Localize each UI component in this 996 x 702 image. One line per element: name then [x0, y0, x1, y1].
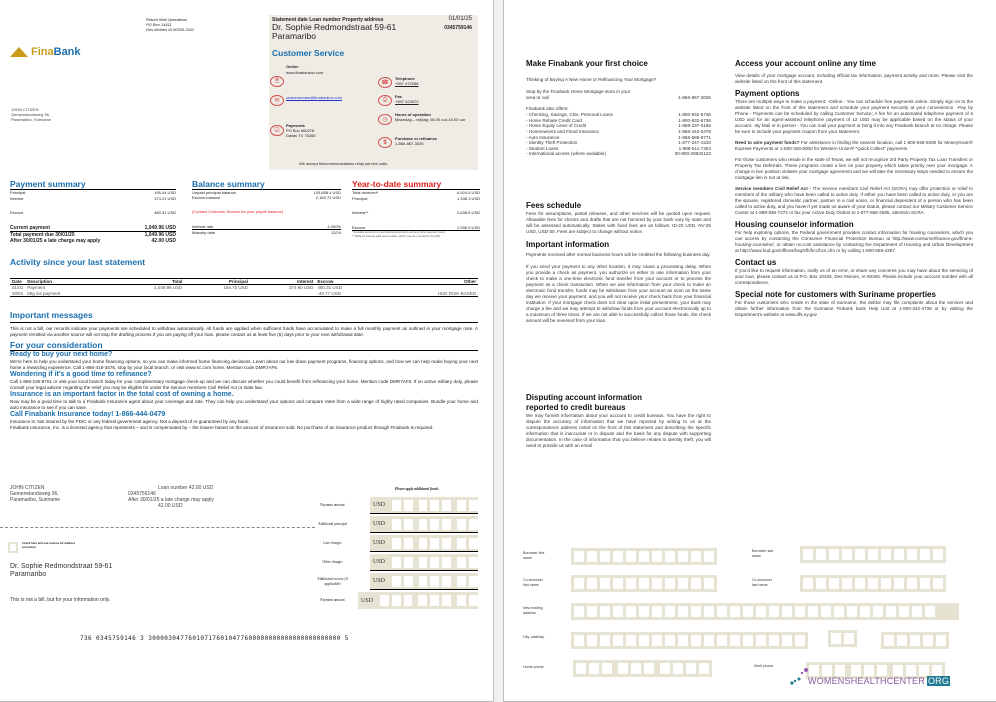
- recipient-address: JOHN CITIZEN Gemenelandsweg 36, Paramaribo, Suriname: [11, 107, 52, 122]
- dollar-icon: $: [378, 137, 392, 148]
- fax-icon: ⎙: [378, 95, 392, 106]
- service-item: - Checking, Savings, CDs, Personal Loans 1-800-932-6736: [526, 112, 711, 118]
- checkmark-box-icon: ☑: [270, 125, 284, 136]
- important-messages: Important messages This is not a bill, our records indicate your payments are scheduled to withdraw automatically. All funds are applied when sufficient funds have accumulated to make a full monthly payment as outlined in your mortgage note. A payment remitted via another source will not stop the drafting process.If you are paying off your loan, please contact us at least five (5) days prior to your next withdrawal date. For your consideration Ready to buy your next home? We're here to help you understand your home financing options, so you can make informed home financing decisions. Learn about our low down payment programs, financing options, and how we can help make buying your next home a rewarding experience. Call 1-866-418-3476, stop by your local branch, or visit www.sc.com home. Mention code DMR7AF6. Wondering if it's a good time to refinance? Call 1-866-235-8701 or visit your local branch today for your complimentary mortgage check-up and we can discuss whether you could benefit from refinancing your home. Mention code DMR7AF6. If on active military duty, please consult your legal advisor regarding the relief you may be eligible for under the Service members Civil Relief Act or state law. Insurance is an important factor in the total cost of owning a home. Now may be a good time to talk to a Finabank Insurance agent about your coverage and rate. They can help you understand your options and compare rates from a wide range of highly rated companies. Bundle your home and auto insurance to see if you can save. Call Finabank Insurance today! 1-866-444-0479 Insurance is: Not insured by the FDIC or any federal government agency. Not a deposit of or guaranteed by any bank. Finabank Insurance, Inc. is a licensed agency that represents – and is compensated by – the insurer based on the amount of insurance sold. No purchase of an insurance product through Finabank is required.: [10, 310, 478, 430]
- payment-summary: Payment summary Principal 195.44 USD Interest 374.21 USD Escrow 480.31 USD Current payment 1,049.96 USD Total payment due 30/01/25 1,049.96 USD After 30/01/25 a late charge may apply 42.00 USD: [10, 179, 176, 244]
- telephone-link[interactable]: +597 472266: [395, 81, 419, 86]
- payment-amount-field[interactable]: USD: [370, 497, 478, 514]
- clock-icon: ◷: [378, 114, 392, 125]
- coborrower-first-name-field[interactable]: [571, 575, 717, 592]
- website-link[interactable]: www.finabanknv.com: [286, 70, 324, 75]
- tear-line: [0, 527, 315, 528]
- statement-date: 01/01/25: [448, 16, 472, 22]
- city-field[interactable]: [571, 632, 808, 649]
- property-address-line2: Paramaribo: [272, 31, 316, 41]
- relay-note: We accept telecommunications relay service calls.: [299, 161, 389, 166]
- loan-number: 0345759146: [444, 25, 472, 31]
- service-item: - Homeowners and Flood Insurance 1-866-444-0479: [526, 128, 711, 134]
- right-column: Access your account online any time View details of your mortgage account, including official tax information, payment activity and more. Please visit the website listed on the front of this statement. Payment options There are multiple ways to make a payment: -Online - You can schedule free payments online. Simply sign on to the website listed on the front of this statement and schedule your payment securely at your convenience. -Pay by Phone - Payments can be scheduled by calling Customer Service; A fee for an automated telephone payment of 6 USD and for an agent-assisted telephone payment of 12 USD may be applicable based on the status of your account. -By Mail or in person - You can mail your payment or bring it into any Finabank Branch at no charge. Please be sure to include your payment coupon from your statement. Need to wire payment funds? For assistance in finding the nearest location, call 1-800-926-9400 for MoneyGram® Express Payments or 1-800-325-6000 for Western Union® "Quick Collect" payments. For those customers who reside in the state of Texas, we will not recognize 3rd Party Property Tax Loan Transfers or Property Tax Deferrals. These programs create a lien on your property which takes priority over your mortgage. A change in lien position violates your mortgage agreement and we will take the necessary steps needed to ensure the mortgage lien is not at risk. Service members Civil Relief Act - The Service members Civil Relief Act (SCRA) may offer protection or relief to members of the military who have been called to active duty. If either you have been called to active duty, or you are the spouse, registered domestic partner, partner in a civil union, or financial dependent of a person who has been called to active duty, and you haven't yet made us aware of your status, please contact our Military Customer Service Center at 1-888-936-7272 or fax your Active Duty Orders to 1-877-658-4585, attention SCRA. Housing counselor information For help exploring options, the Federal government provides contact information for housing counselors, which you can access by contacting the Consumer Financial Protection Bureau at http://www.consumerfinance.gov/find-a-housing-counselor/, or obtain no-cost assistance by contacting the Department of Housing and Urban Development at http://www.hud.gov/offices/hsg/sfh/hcc/hcs.cfm or by calling 1-800-569-4287. Contact us If you'd like to request information, notify us of an error, or share any concerns you may have about the servicing of your loan, please contact us at P.O. Box 10335, Des Moines, IA 50306. Please include your account number with all correspondence. Special note for customers with Suriname properties For those customers who reside in the state of Suriname, the debtor may file complaints about the servicer and obtain further information from the Suriname Finbank bank Help Unit at 1-800-342-3736 or by visiting the Department's website at www.dfs.ny.gov: [735, 59, 973, 317]
- coborrower-last-name-field[interactable]: [800, 575, 946, 592]
- ytd-summary: Year-to-date summary Total received* 6,924.5 USD Principal 1,348.3 USD Interest** 2,638.6 USD Escrow 2,936.9 USD * Includes amounts for escrow/impound items and any other payment items ** Reflects interest paid year-to-date, which may be reported to the IRS: [352, 179, 480, 238]
- activity-table: Date Description Total Principal Interest Escrow Other 01/01 Payment 1,049.96 USD 194.75 USD 374.90 USD 480.31 USD 30/01 Mtg ins payment -48.77 USD HUD RISK-BASED: [12, 279, 476, 296]
- coupon-recipient: JOHN CITIZEN Gemenelandsweg 36, Paramaribo, Suriname: [10, 485, 61, 503]
- service-item: - Home Equity Lines of Credit 1-888-237-0186: [526, 123, 711, 129]
- header-labels: Statement date Loan number Property address: [272, 17, 384, 23]
- email-link[interactable]: customercare@finabanknv.com: [286, 95, 343, 100]
- table-row: 30/01 Mtg ins payment -48.77 USD HUD RISK-BASED: [12, 290, 476, 296]
- additional-escrow-field[interactable]: USD: [370, 573, 478, 590]
- state-field[interactable]: [828, 630, 857, 647]
- coupon-amount-fields: Payment amount USD Additional principal USD Late charges USD Other charges USD Additional escrow (if applicable) USD Payment amount USD: [310, 496, 480, 610]
- home-phone-field[interactable]: [573, 660, 712, 677]
- mouse-icon: 🖱: [270, 76, 284, 87]
- zip-field[interactable]: [881, 632, 949, 649]
- statement-page-back: Make Finabank your first choice Thinking of Buying A New Home or Refinancing Your Mortgage? Stop by the Finabank Home Mortgage store in your area or call 1-866-867-3026 Finabank also offers: - Checking, Savings, CDs, Personal Loans 1-800-932-6736 - Home Rebate Credit Card 1-800-932-6736 - Home Equity Lines of Credit 1-888-237-0186 - Homeowners and Flood Insurance 1-866-444-0479 - Auto Insurance 1-866-586-9771 - Identity Theft Protection 1-877-247-1533 - Student Loans 1-888-511-7304 - International access (where available) 00-800-28832122 Fees schedule Fees for assumptions, partial releases, and other services will be quoted upon request. Allowable fees for checks and drafts that are not honored by your bank vary by state and will be assessed automatically. States with fixed fees are as follows: ID-20 USD, NV-25 USD, USD-30. Fees are subject to change without notice. Important information Payments received after normal business hours will be credited the following business day. If you send your payment to any other location, it may cause a processing delay. When you provide a check as payment, you authorize us either to use information from your check to make a one-time electronic fund transfer from your account or to process the payment as a check transaction. When we use information from your check to make an electronic fund transfer, funds may be withdrawn from your account as soon as the same day we receive your payment, and you will not receive your check back from your financial institution. If your mortgage check does not clear upon initial presentment, your bank may charge a fee and we may attempt to withdraw funds from your account electronically up to a maximum of three times. If we are not able to successfully collect those funds, the check amount will be reversed from your loan. Disputing account information reported to credit bureaus We may furnish information about your account to credit bureaus. You have the right to dispute the accuracy of information that we have reported by writing to us at the correspondence address noted on the front of this statement and describing the specific information that is inaccurate or in dispute and the basis for any dispute with supporting documentation. In the case of information that you believe relates to identity theft, you will need to provide us with an email Access your account online any time View details of your mortgage account, including official tax information, payment activity and more. Please visit the website listed on the front of this statement. Payment options There are multiple ways to make a payment: -Online - You can schedule free payments online. Simply sign on to the website listed on the front of this statement and schedule your payment securely at your convenience. -Pay by Phone - Payments can be scheduled by calling Customer Service; A fee for an automated telephone payment of 6 USD and for an agent-assisted telephone payment of 12 USD may be applicable based on the status of your account. -By Mail or in person - You can mail your payment or bring it into any Finabank Branch at no charge. Please be sure to include your payment coupon from your statement. Need to wire payment funds? For assistance in finding the nearest location, call 1-800-926-9400 for MoneyGram® Express Payments or 1-800-325-6000 for Western Union® "Quick Collect" payments. For those customers who reside in the state of Texas, we will not recognize 3rd Party Property Tax Loan Transfers or Property Tax Deferrals. These programs create a lien on your property which takes priority over your mortgage. A change in lien position violates your mortgage agreement and we will take the necessary steps needed to ensure the mortgage lien is not at risk. Service members Civil Relief Act - The Service members Civil Relief Act (SCRA) may offer protection or relief to members of the military who have been called to active duty. If either you have been called to active duty, or you are the spouse, registered domestic partner, partner in a civil union, or financial dependent of a person who has been called to active duty, and you haven't yet made us aware of your status, please contact our Military Customer Service Center at 1-888-936-7272 or fax your Active Duty Orders to 1-877-658-4585, attention SCRA. Housing counselor information For help exploring options, the Federal government provides contact information for housing counselors, which you can access by contacting the Consumer Financial Protection Bureau at http://www.consumerfinance.gov/find-a-housing-counselor/, or obtain no-cost assistance by contacting the Department of Housing and Urban Development at http://www.hud.gov/offices/hsg/sfh/hcc/hcs.cfm or by calling 1-800-569-4287. Contact us If you'd like to request information, notify us of an error, or share any concerns you may have about the servicing of your loan, please contact us at P.O. Box 10335, Des Moines, IA 50306. Please include your account number with all correspondence. Special note for customers with Suriname properties For those customers who reside in the state of Suriname, the debtor may file complaints about the servicer and obtain further information from the Suriname Finbank bank Help Unit at 1-800-342-3736 or by visiting the Department's website at www.dfs.ny.gov Borrower first name Borrower last name Co-borrower first name Co-borrower last name New mailing address City, state/zip Home phone Work phone WOMENSHEALTHCENTER ORG: [503, 0, 996, 702]
- watermark: WOMENSHEALTHCENTER ORG: [808, 676, 950, 686]
- logo-mountain-icon: [10, 47, 28, 57]
- current-payment: Current payment 1,049.96 USD: [10, 225, 176, 231]
- first-choice-section: Make Finabank your first choice Thinking of Buying A New Home or Refinancing Your Mortgage? Stop by the Finabank Home Mortgage store in your area or call 1-866-867-3026 Finabank also offers: - Checking, Savings, CDs, Personal Loans 1-800-932-6736 - Home Rebate Credit Card 1-800-932-6736 - Home Equity Lines of Credit 1-888-237-0186 - Homeowners and Flood Insurance 1-866-444-0479 - Auto Insurance 1-866-586-9771 - Identity Theft Protection 1-877-247-1533 - Student Loans 1-888-511-7304 - International access (where available) 00-800-28832122: [526, 59, 711, 157]
- statement-page-front: Fina Bank Return Mail Operations PO Box 14411 Des Moines IA 50306-3411 JOHN CITIZEN Gemenelandsweg 36, Paramaribo, Suriname Statement date Loan number Property address 01/01/25 Dr. Sophie Redmondstraat 59-61 0345759146 Paramaribo Customer Service Online www.finabanknv.com 🖱 ✉ customercare@finabanknv.com ☑ Payments PO Box 660278 Dallas TX 75266 ☎ Telephone +597 472266 ⎙ Fax +597 422672 ◷ Hours of operation Maandag – vrijdag: 08.00 uur-15.00 uur $ Purchase or refinance 1-866-867-3026 We accept telecommunications relay service calls. Payment summary Principal 195.44 USD Interest 374.21 USD Escrow 480.31 USD Current payment 1,049.96 USD Total payment due 30/01/25 1,049.96 USD After 30/01/25 a late charge may apply 42.00 USD Balance summary Unpaid principal balance 105,658.4 USD Escrow balance 2,169.71 USD (Contact Customer Service for your payoff balance) Interest rate 4.250% Maturity date 12/24 Year-to-date summary Total received* 6,924.5 USD Principal 1,348.3 USD Interest** 2,638.6 USD Escrow 2,936.9 USD * Includes amounts for escrow/impound items and any other payment items ** Reflects interest paid year-to-date, which may be reported to the IRS Activity since your last statement Date Description Total Principal Interest Escrow Other 01/01 Payment 1,049.96 USD 194.75 USD 374.90 USD 480.31 USD 30/01 Mtg ins payment -48.77 USD HUD RISK-BASED Important messages This is not a bill, our records indicate your payments are scheduled to withdraw automatically. All funds are applied when sufficient funds have accumulated to make a full monthly payment as outlined in your mortgage note. A payment remitted via another source will not stop the drafting process.If you are paying off your loan, please contact us at least five (5) days prior to your next withdrawal date. For your consideration Ready to buy your next home? We're here to help you understand your home financing options, so you can make informed home financing decisions. Learn about our low down payment programs, financing options, and how we can help make buying your next home a rewarding experience. Call 1-866-418-3476, stop by your local branch, or visit www.sc.com home. Mention code DMR7AF6. Wondering if it's a good time to refinance? Call 1-866-235-8701 or visit your local branch today for your complimentary mortgage check-up and we can discuss whether you could benefit from refinancing your home. Mention code DMR7AF6. If on active military duty, please consult your legal advisor regarding the relief you may be eligible for under the Service members Civil Relief Act or state law. Insurance is an important factor in the total cost of owning a home. Now may be a good time to talk to a Finabank Insurance agent about your coverage and rate. They can help you understand your options and compare rates from a wide range of highly rated companies. Bundle your home and auto insurance to see if you can save. Call Finabank Insurance today! 1-866-444-0479 Insurance is: Not insured by the FDIC or any federal government agency. Not a deposit of or guaranteed by any bank. Finabank Insurance, Inc. is a licensed agency that represents – and is compensated by – the insurer based on the amount of insurance sold. No purchase of an insurance product through Finabank is required. JOHN CITIZEN Gemenelandsweg 36, Paramaribo, Suriname Loan number 42.00 USD 0345759146 After 30/01/25 a late charge may apply 42.00 USD Please apply additional funds Payment amount USD Additional principal USD Late charges USD Other charges USD Additional escrow (if applicable) USD Payment amount USD Check here and use reverse for address correction. Dr. Sophie Redmondstraat 59-61 Paramaribo This is not a bill, but for your information only. 736 0345759146 3 300003047760107176010477600000000000000000000000 5: [0, 0, 494, 702]
- table-row: 01/01 Payment 1,049.96 USD 194.75 USD 374.90 USD 480.31 USD: [12, 285, 342, 291]
- borrower-last-name-field[interactable]: [800, 546, 946, 563]
- payoff-note: (Contact Customer Service for your payoff balance): [192, 209, 284, 214]
- service-item: - Identity Theft Protection 1-877-247-1533: [526, 140, 711, 146]
- property-address-line1: Dr. Sophie Redmondstraat 59-61: [272, 22, 397, 32]
- service-item: - Student Loans 1-888-511-7304: [526, 145, 711, 151]
- disputing-section: Disputing account information reported to credit bureaus We may furnish information about your account to credit bureaus. You have the right to dispute the accuracy of information that we have reported by writing to us at the correspondence address noted on the front of this statement and describing the specific information that is inaccurate or in dispute and the basis for any dispute with supporting documentation. In the case of information that you believe relates to identity theft, you will need to provide us with an email: [526, 393, 711, 448]
- return-mail-address: Return Mail Operations PO Box 14411 Des Moines IA 50306-3411: [146, 17, 195, 32]
- fees-section: Fees schedule Fees for assumptions, partial releases, and other services will be quoted upon request. Allowable fees for checks and drafts that are not honored by your bank vary by state and will be assessed automatically. States with fixed fees are as follows: ID-20 USD, NV-25 USD, USD-30. Fees are subject to change without notice. Important information Payments received after normal business hours will be credited the following business day. If you send your payment to any other location, it may cause a processing delay. When you provide a check as payment, you authorize us either to use information from your check to make a one-time electronic fund transfer from your account or to process the payment as a check transaction. When we use information from your check to make an electronic fund transfer, funds may be withdrawn from your account as soon as the same day we receive your payment, and you will not receive your check back from your financial institution. If your mortgage check does not clear upon initial presentment, your bank may charge a fee and we may attempt to withdraw funds from your account electronically up to a maximum of three times. If we are not able to successfully collect those funds, the check amount will be reversed from your loan.: [526, 201, 711, 323]
- service-item: - Auto Insurance 1-866-586-9771: [526, 134, 711, 140]
- envelope-icon: ✉: [270, 95, 284, 106]
- balance-summary: Balance summary Unpaid principal balance 105,658.4 USD Escrow balance 2,169.71 USD (Contact Customer Service for your payoff balance) Interest rate 4.250% Maturity date 12/24: [192, 179, 341, 235]
- mailing-address-field[interactable]: [571, 603, 959, 620]
- late-charge: After 30/01/25 a late charge may apply 42.00 USD: [10, 238, 176, 244]
- activity-section: Activity since your last statement Date Description Total Principal Interest Escrow Other 01/01 Payment 1,049.96 USD 194.75 USD 374.90 USD 480.31 USD 30/01 Mtg ins payment -48.77 USD HUD RISK-BASED: [10, 257, 476, 296]
- borrower-first-name-field[interactable]: [571, 548, 717, 565]
- service-item: - International access (where available) 00-800-28832122: [526, 151, 711, 157]
- service-item: - Home Rebate Credit Card 1-800-932-6736: [526, 117, 711, 123]
- telephone-icon: ☎: [378, 77, 392, 88]
- total-payment-field[interactable]: USD: [358, 592, 478, 609]
- finabank-logo: Fina Bank: [10, 46, 81, 58]
- address-correction-checkbox[interactable]: [8, 542, 18, 553]
- coupon-property-address: Dr. Sophie Redmondstraat 59-61 Paramaribo: [10, 563, 113, 578]
- fax-link[interactable]: +597 422672: [395, 99, 419, 104]
- total-payment-due: Total payment due 30/01/25 1,049.96 USD: [10, 232, 176, 238]
- payments-address: Payments PO Box 660278 Dallas TX 75266: [286, 123, 316, 138]
- customer-service-title: Customer Service: [272, 48, 345, 58]
- additional-principal-field[interactable]: USD: [370, 516, 478, 533]
- micr-line: 736 0345759146 3 300003047760107176010477600000000000000000000000 5: [80, 635, 349, 642]
- late-charges-field[interactable]: USD: [370, 535, 478, 552]
- other-charges-field[interactable]: USD: [370, 554, 478, 571]
- customer-service-box: Statement date Loan number Property address 01/01/25 Dr. Sophie Redmondstraat 59-61 0345759146 Paramaribo Customer Service Online www.finabanknv.com 🖱 ✉ customercare@finabanknv.com ☑ Payments PO Box 660278 Dallas TX 75266 ☎ Telephone +597 472266 ⎙ Fax +597 422672 ◷ Hours of operation Maandag – vrijdag: 08.00 uur-15.00 uur $ Purchase or refinance 1-866-867-3026 We accept telecommunications relay service calls.: [269, 15, 478, 170]
- coupon-loan-info: Loan number 42.00 USD 0345759146 After 30/01/25 a late charge may apply 42.00 USD: [128, 485, 214, 509]
- info-note: This is not a bill, but for your information only.: [10, 597, 111, 603]
